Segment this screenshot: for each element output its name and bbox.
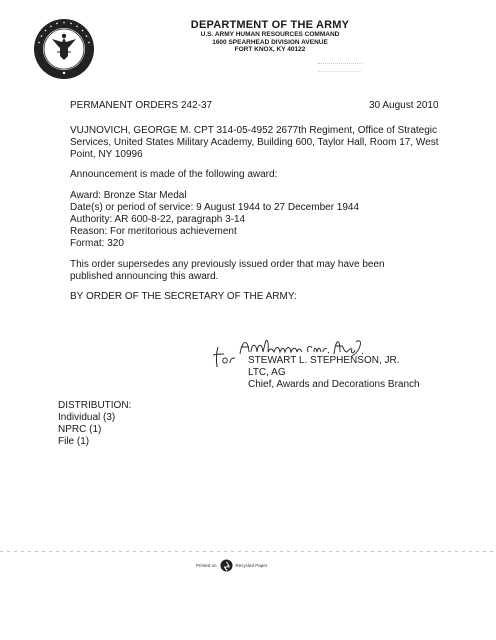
recycle-icon [220, 559, 233, 572]
award-authority: Authority: AR 600-8-22, paragraph 3-14 [70, 214, 246, 225]
supersedes-line-1: This order supersedes any previously issued order that may have been [70, 259, 385, 270]
department-of-defense-seal-icon [33, 18, 95, 80]
city-address: FORT KNOX, KY 40122 [234, 46, 306, 53]
recipient-line-1: VUJNOVICH, GEORGE M. CPT 314-05-4952 2677th Regiment, Office of Strategic [70, 125, 438, 136]
distribution-item: Individual (3) [58, 412, 116, 423]
distribution-item: File (1) [58, 436, 90, 447]
signer-rank: LTC, AG [248, 367, 286, 378]
distribution-item: NPRC (1) [58, 424, 102, 435]
signer-name: STEWART L. STEPHENSON, JR. [248, 355, 400, 366]
recipient-line-3: Point, NY 10996 [70, 149, 143, 160]
street-address: 1600 SPEARHEAD DIVISION AVENUE [212, 38, 328, 46]
orders-date: 30 August 2010 [369, 100, 439, 111]
letterhead [150, 20, 390, 54]
scan-smudge [318, 63, 362, 72]
announcement: Announcement is made of the following award: [70, 169, 278, 180]
signer-title: Chief, Awards and Decorations Branch [248, 379, 420, 390]
recycled-paper-label: Recycled Paper [235, 562, 268, 568]
by-order-line: BY ORDER OF THE SECRETARY OF THE ARMY: [70, 291, 297, 302]
award-reason: Reason: For meritorious achievement [70, 226, 237, 237]
supersedes-line-2: published announcing this award. [70, 271, 219, 282]
award-name: Award: Bronze Star Medal [70, 190, 187, 201]
command-name: U.S. ARMY HUMAN RESOURCES COMMAND [200, 31, 340, 38]
recipient-line-2: Services, United States Military Academy, Building 600, Taylor Hall, Room 17, West [70, 137, 439, 148]
award-format: Format: 320 [70, 238, 124, 249]
scan-line-divider [0, 551, 496, 552]
department-name: DEPARTMENT OF THE ARMY [190, 19, 350, 31]
footer [196, 558, 267, 572]
distribution-heading: DISTRIBUTION: [58, 400, 132, 411]
orders-number: PERMANENT ORDERS 242-37 [70, 100, 213, 111]
award-period: Date(s) or period of service: 9 August 1944 to 27 December 1944 [70, 202, 360, 213]
printed-on-label: Printed on [196, 562, 217, 568]
